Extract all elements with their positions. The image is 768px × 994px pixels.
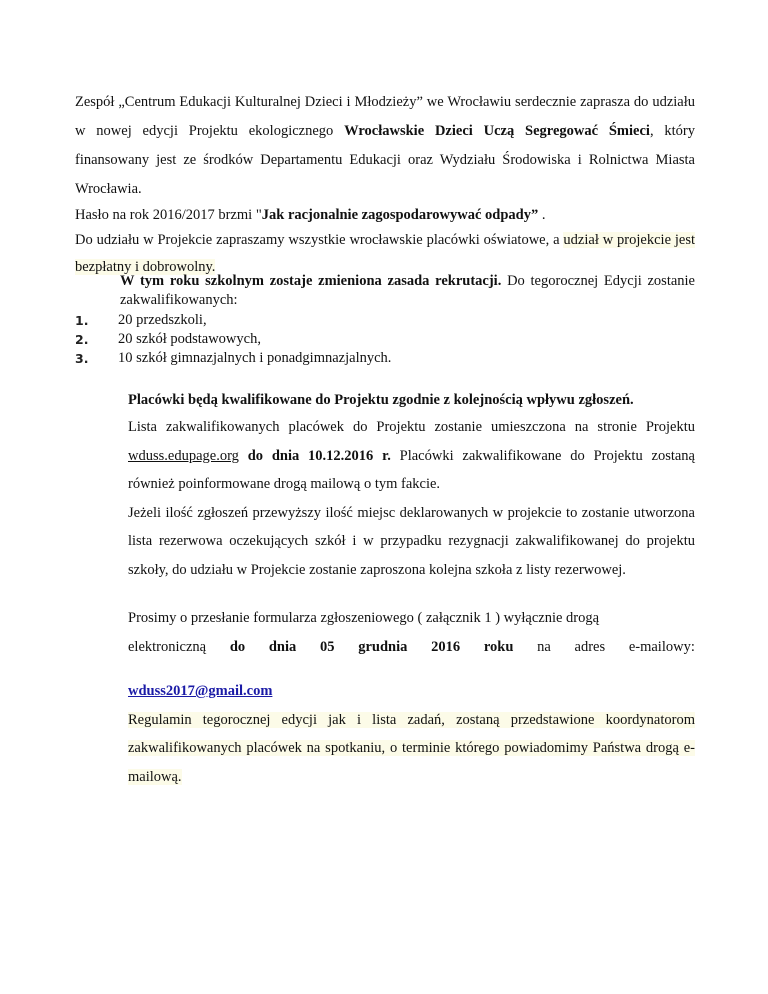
motto-text: Jak racjonalnie zagospodarowywać odpady” bbox=[261, 207, 539, 223]
list-number: 1. bbox=[75, 313, 89, 328]
intro-paragraph bbox=[75, 88, 695, 204]
submission-word: dnia bbox=[268, 639, 297, 655]
list-number: 2. bbox=[75, 332, 89, 347]
recruitment-paragraph bbox=[120, 272, 695, 310]
qualification-section bbox=[128, 387, 695, 584]
free-participation-text: udział w projekcie jest bezpłatny i dobrowolny. bbox=[75, 232, 696, 275]
list-item bbox=[75, 349, 575, 368]
project-name: Wrocławskie Dzieci Uczą Segregować Śmieci bbox=[344, 123, 650, 139]
qualification-text: Lista zakwalifikowanych placówek do Projektu zostanie umieszczona na stronie Projektu bbox=[128, 419, 695, 435]
submission-word: 2016 bbox=[431, 639, 461, 655]
submission-word: 05 bbox=[320, 639, 335, 655]
submission-line: Prosimy o przesłanie formularza zgłoszeniowego ( załącznik 1 ) wyłącznie drogą bbox=[128, 610, 600, 626]
qualification-paragraph bbox=[128, 413, 695, 499]
email-line bbox=[128, 677, 695, 706]
submission-spread-line bbox=[128, 633, 695, 662]
motto-prefix: Hasło na rok 2016/2017 brzmi " bbox=[75, 207, 262, 223]
recruitment-section bbox=[120, 272, 695, 310]
intro-section bbox=[75, 86, 695, 281]
submission-section bbox=[128, 604, 695, 662]
list-item bbox=[75, 311, 575, 330]
list-text: 10 szkół gimnazjalnych i ponadgimnazjalnych. bbox=[118, 350, 392, 366]
invitation-text: Do udziału w Projekcie zapraszamy wszystkie wrocławskie placówki oświatowe, a bbox=[75, 232, 564, 248]
email-link[interactable]: wduss2017@gmail.com bbox=[128, 683, 273, 699]
list-text: 20 przedszkoli, bbox=[118, 312, 207, 328]
qualification-heading bbox=[128, 387, 695, 413]
submission-word: roku bbox=[483, 639, 514, 655]
recruitment-text: Do tegorocznej Edycji zostanie zakwalifikowanych: bbox=[120, 273, 695, 308]
deadline-date: do dnia 10.12.2016 r. bbox=[238, 447, 391, 464]
submission-word: adres bbox=[574, 639, 606, 655]
numbered-list bbox=[75, 311, 575, 368]
submission-word: e-mailowy: bbox=[628, 639, 695, 655]
submission-word: do bbox=[229, 639, 246, 655]
qualification-heading-text: Placówki będą kwalifikowane do Projektu zgodnie z kolejnością wpływu zgłoszeń. bbox=[128, 392, 634, 408]
intro-text-end: , który finansowany jest ze środków Departamentu Edukacji oraz Wydziału Środowiska i Rolnictwa Miasta Wrocławia. bbox=[75, 123, 695, 197]
submission-word: grudnia bbox=[358, 639, 408, 655]
regulations-paragraph bbox=[128, 706, 695, 792]
qualification-text-end: Placówki zakwalifikowane do Projektu zostaną również poinformowane drogą mailową o tym fakcie. bbox=[128, 447, 695, 492]
regulations-text: Regulamin tegorocznej edycji jak i lista zadań, zostaną przedstawione koordynatorom zakwalifikowanych placówek na spotkaniu, o terminie którego powiadomimy Państwa drogą e-mailową. bbox=[128, 711, 695, 785]
recruitment-heading: W tym roku szkolnym zostaje zmieniona zasada rekrutacji. bbox=[120, 273, 502, 289]
submission-word: elektroniczną bbox=[128, 639, 207, 655]
project-website-link[interactable]: wduss.edupage.org bbox=[128, 447, 239, 464]
list-number: 3. bbox=[75, 351, 89, 366]
list-text: 20 szkół podstawowych, bbox=[118, 331, 261, 347]
motto-suffix: . bbox=[538, 207, 546, 223]
regulations-section bbox=[128, 677, 695, 791]
reserve-list-paragraph: Jeżeli ilość zgłoszeń przewyższy ilość miejsc deklarowanych w projekcie to zostanie utworzona lista rezerwowa oczekujących szkół i w przypadku rezygnacji zakwalifikowanej do projektu szkoły, do udziału w Projekcie zostanie zaproszona kolejna szkoła z listy rezerwowej. bbox=[128, 504, 695, 578]
motto-paragraph bbox=[75, 204, 695, 227]
submission-word: na bbox=[537, 639, 551, 655]
intro-text: Zespół „Centrum Edukacji Kulturalnej Dzieci i Młodzieży” we Wrocławiu serdecznie zaprasza do udziału w nowej edycji Projektu ekologicznego bbox=[75, 94, 695, 139]
list-item bbox=[75, 330, 575, 349]
